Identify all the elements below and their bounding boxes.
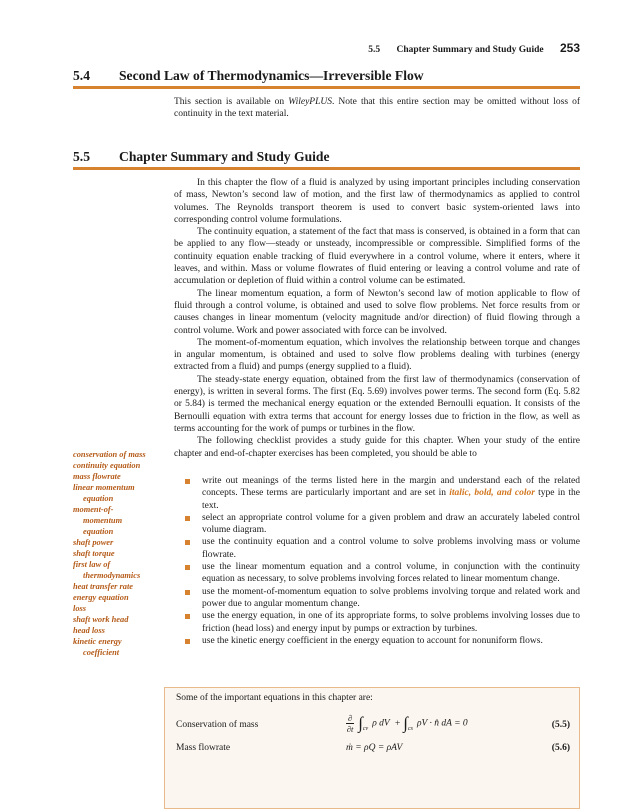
margin-term: loss	[73, 604, 87, 613]
margin-term: shaft torque	[73, 549, 115, 558]
checklist-item: use the linear momentum equation and a control volume, in conjunction with the continuity equation as necessary, to solve problems involving forces related to linear momentum change.	[174, 561, 580, 586]
checklist-item: write out meanings of the terms listed here in the margin and understand each of the related concepts. These terms are particularly important and are set in italic, bold, and color type in the text.	[174, 475, 580, 512]
section-5-5-heading	[73, 149, 580, 165]
equation-conservation-of-mass	[176, 713, 570, 739]
margin-term-cont: coefficient	[83, 648, 120, 657]
margin-term: mass flowrate	[73, 472, 121, 481]
margin-term: conservation of mass	[73, 450, 146, 459]
section-5-5-rule	[73, 167, 580, 170]
margin-term: shaft work head	[73, 615, 129, 624]
study-checklist	[174, 475, 580, 647]
page-number: 253	[559, 41, 580, 55]
section-5-5-body	[174, 177, 580, 460]
running-header	[0, 41, 580, 55]
margin-term-cont: thermodynamics	[83, 571, 141, 580]
section-5-4-heading	[73, 68, 580, 84]
section-5-4-rule	[73, 86, 580, 89]
equation-number: (5.5)	[551, 720, 570, 730]
margin-term: linear momentum	[73, 483, 135, 492]
equations-box	[164, 687, 580, 809]
checklist-item: use the moment-of-momentum equation to solve problems involving torque and related work and power due to angular momentum change.	[174, 586, 580, 611]
margin-term-cont: equation	[83, 527, 114, 536]
checklist-item: use the energy equation, in one of its appropriate forms, to solve problems involving losses due to friction (head loss) and energy input by pumps or extraction by turbines.	[174, 610, 580, 635]
equation-name: Conservation of mass	[176, 720, 259, 730]
equations-intro: Some of the important equations in this chapter are:	[176, 693, 373, 703]
margin-term: heat transfer rate	[73, 582, 134, 591]
summary-paragraph: The continuity equation, a statement of the fact that mass is conserved, is obtained in a form that can be applied to any flow—steady or unsteady, incompressible or compressible. Simplified forms of the continuity equation enable tracking of fluid everywhere in a control volume, where it enters, where it leaves, and within. Mass or volume flowrates of fluid entering or leaving a control volume and rate of accumulation or depletion of fluid within a control volume can be estimated.	[174, 227, 580, 287]
equation-formula: $\frac{\partial}{\partial t}$ $\int_{cv}$ ρ dV + $\int_{cs}$ ρV · n̂ dA = 0	[346, 713, 468, 734]
margin-term: head loss	[73, 626, 105, 635]
section-5-5-number: 5.5	[73, 149, 90, 164]
section-5-5-title: Chapter Summary and Study Guide	[119, 149, 330, 164]
checklist-item: use the kinetic energy coefficient in the energy equation to account for nonuniform flows.	[174, 635, 580, 647]
equation-name: Mass flowrate	[176, 743, 231, 753]
header-title: Chapter Summary and Study Guide	[396, 45, 544, 55]
margin-term: energy equation	[73, 593, 129, 602]
section-5-4-title: Second Law of Thermodynamics—Irreversible Flow	[119, 68, 424, 83]
summary-paragraph: The linear momentum equation, a form of Newton’s second law of motion applicable to flow of fluid through a control volume, is obtained and used to solve flow problems. Net force results from or causes changes in linear momentum (velocity magnitude and/or direction) of fluid flowing through a control volume. Work and power associated with force can be involved.	[174, 288, 580, 336]
header-section-number: 5.5	[368, 45, 381, 55]
summary-paragraph: The following checklist provides a study guide for this chapter. When your study of the entire chapter and end-of-chapter exercises has been completed, you should be able to	[174, 436, 580, 459]
margin-term: kinetic energy	[73, 637, 122, 646]
margin-term: moment-of-	[73, 505, 114, 514]
section-5-4-number: 5.4	[73, 68, 90, 83]
summary-paragraph: The moment-of-momentum equation, which involves the relationship between torque and changes in angular momentum, is obtained and used to solve flow problems dealing with turbines (energy extracted from a fluid) and pumps (energy supplied to a fluid).	[174, 337, 580, 373]
summary-paragraph: In this chapter the flow of a fluid is analyzed by using important principles including conservation of mass, Newton’s second law of motion, and the first law of thermodynamics as applied to control volumes. The Reynolds transport theorem is used to convert basic system-oriented laws into corresponding control volume formulations.	[174, 178, 580, 225]
margin-term: shaft power	[73, 538, 114, 547]
equation-formula: ṁ = ρQ = ρAV	[346, 743, 403, 753]
margin-term: continuity equation	[73, 461, 141, 470]
margin-term: first law of	[73, 560, 111, 569]
wileyplus-link[interactable]: WileyPLUS	[288, 97, 332, 107]
summary-paragraph: The steady-state energy equation, obtained from the first law of thermodynamics (conservation of energy), is written in several forms. The first (Eq. 5.69) involves power terms. The second form (Eq. 5.82 or 5.84) is termed the mechanical energy equation or the extended Bernoulli equation. It consists of the Bernoulli equation with extra terms that account for energy losses due to friction in the flow, as well as terms accounting for the work of pumps or turbines in the flow.	[174, 374, 580, 434]
margin-terms	[73, 449, 165, 658]
margin-term-cont: equation	[83, 494, 114, 503]
checklist-item: select an appropriate control volume for a given problem and draw an accurately labeled control volume diagram.	[174, 512, 580, 537]
checklist-item: use the continuity equation and a control volume to solve problems involving mass or volume flowrate.	[174, 536, 580, 561]
section-5-4-text: This section is available on WileyPLUS. Note that this entire section may be omitted without loss of continuity in the text material.	[174, 97, 580, 120]
equation-number: (5.6)	[551, 743, 570, 753]
margin-term-cont: momentum	[83, 516, 123, 525]
